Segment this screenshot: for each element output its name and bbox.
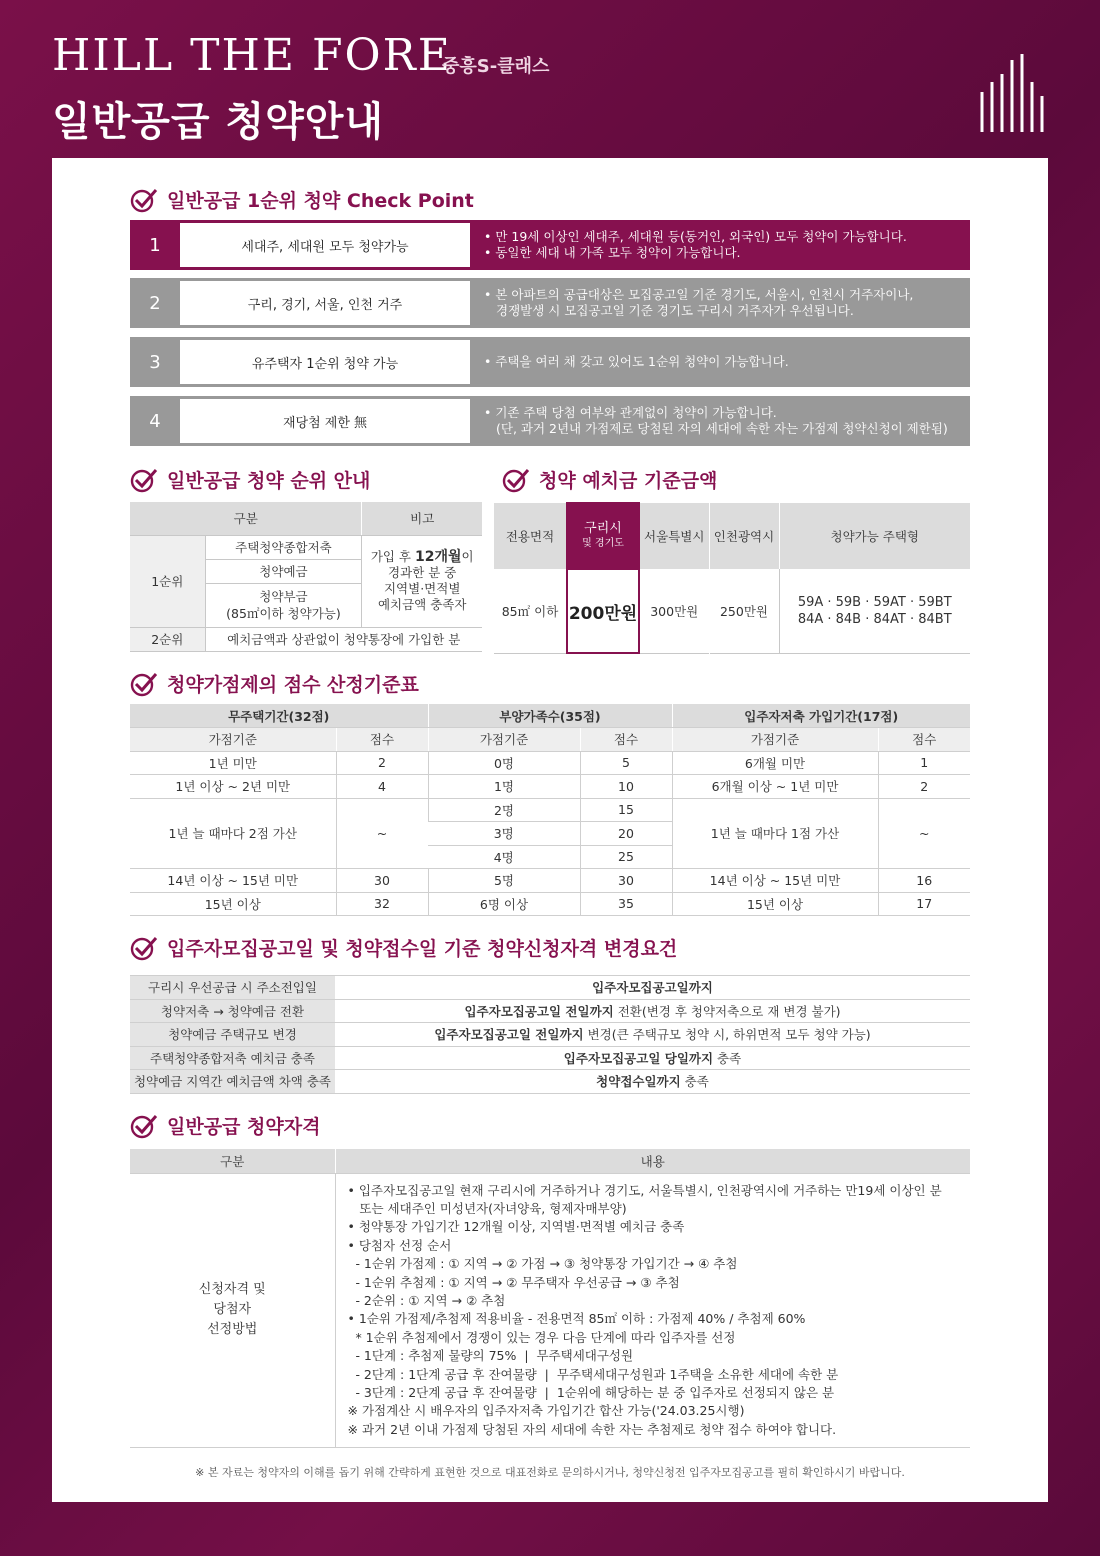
score-table	[130, 704, 970, 916]
qual-header-category: 구분	[130, 1149, 335, 1173]
qual-line: - 1순위 추첨제 : ① 지역 → ② 무주택자 우선공급 → ③ 추첨	[347, 1274, 680, 1290]
rank-note	[362, 535, 482, 627]
qual-content	[335, 1173, 970, 1448]
deposit-header-seoul: 서울특별시	[639, 503, 709, 569]
checkpoint-row	[130, 278, 970, 328]
checkpoint-number: 1	[149, 234, 161, 256]
checkpoint-label: 구리, 경기, 서울, 인천 거주	[180, 281, 470, 325]
qual-line: • 입주자모집공고일 현재 구리시에 거주하거나 경기도, 서울특별시, 인천광역시에 거주하는 만19세 이상인 분	[347, 1182, 942, 1198]
section-title-text: 입주자모집공고일 및 청약접수일 기준 청약신청자격 변경요건	[167, 938, 678, 960]
building-logo-icon	[978, 52, 1050, 132]
rank-note-line: 가입 후 12개월이	[370, 549, 474, 565]
content-panel	[52, 158, 1048, 1502]
rank-note-line: 지역별·면적별	[383, 581, 461, 596]
deposit-header-types: 청약가능 주택형	[779, 503, 970, 569]
checkpoint-label: 재당첨 제한 無	[180, 399, 470, 443]
qual-category: 신청자격 및 당첨자 선정방법	[130, 1173, 335, 1448]
section-title-deposit	[502, 466, 717, 493]
check-circle-icon	[130, 187, 158, 213]
checkpoint-desc	[470, 278, 970, 328]
section-title-checkpoint	[130, 186, 474, 213]
change-row: 주택청약종합저축 예치금 충족 입주자모집공고일 당일까지 충족	[130, 1046, 970, 1070]
score-row: 4명 25	[130, 845, 970, 869]
score-header-family: 부양가족수(35점)	[428, 704, 672, 728]
qual-line: - 2단계 : 1단계 공급 후 잔여물량 | 무주택세대구성원과 1주택을 소유한 세대에 속한 분	[347, 1366, 839, 1382]
section-title-text: 일반공급 청약자격	[167, 1116, 321, 1138]
checkpoint-label: 세대주, 세대원 모두 청약가능	[180, 223, 470, 267]
rank-first: 1순위	[130, 535, 205, 627]
section-title-text: 일반공급 1순위 청약 Check Point	[167, 190, 474, 212]
score-row: 1년 이상 ~ 2년 미만 4 1명 10 6개월 이상 ~ 1년 미만 2	[130, 775, 970, 799]
check-circle-icon	[130, 935, 158, 961]
qual-line: - 1단계 : 추첨제 물량의 75% | 무주택세대구성원	[347, 1348, 634, 1364]
score-row: 1년 늘 때마다 2점 가산 ~ 2명 15 1년 늘 때마다 1점 가산 ~	[130, 798, 970, 822]
rank-second: 2순위	[130, 627, 205, 651]
rank-second-desc: 예치금액과 상관없이 청약통장에 가입한 분	[205, 627, 482, 651]
qualification-table	[130, 1149, 970, 1448]
checkpoint-desc	[470, 337, 970, 387]
rank-note-line: 예치금액 충족자	[377, 597, 467, 612]
change-row: 청약저축 → 청약예금 전환 입주자모집공고일 전일까지 전환(변경 후 청약저축으로 재 변경 불가)	[130, 999, 970, 1023]
change-row: 청약예금 주택규모 변경 입주자모집공고일 전일까지 변경(큰 주택규모 청약 시, 하위면적 모두 청약 가능)	[130, 1023, 970, 1047]
brand-title: HILL THE FORE	[52, 30, 452, 81]
deposit-header-area: 전용면적	[494, 503, 567, 569]
check-circle-icon	[502, 467, 530, 493]
checkpoint-number: 3	[149, 351, 161, 373]
section-title-qualification	[130, 1112, 320, 1139]
rank-table	[130, 502, 482, 652]
qual-line: • 1순위 가점제/추첨제 적용비율 - 전용면적 85㎡ 이하 : 가점제 40% / 추첨제 60%	[347, 1311, 806, 1327]
score-header-nohouse: 무주택기간(32점)	[130, 704, 428, 728]
rank-item: 청약부금 (85㎡이하 청약가능)	[205, 583, 362, 627]
deposit-header-guri: 구리시 및 경기도	[567, 503, 639, 569]
qual-line: ※ 가점계산 시 배우자의 입주자저축 가입기간 합산 가능('24.03.25시행)	[347, 1403, 745, 1419]
checkpoint-row	[130, 337, 970, 387]
section-title-text: 청약 예치금 기준금액	[539, 470, 718, 492]
qual-line: ※ 과거 2년 이내 가점제 당첨된 자의 세대에 속한 자는 추첨제로 청약 접수 하여야 합니다.	[347, 1421, 837, 1437]
score-col-points: 점수	[878, 728, 970, 752]
qual-line: - 3단계 : 2단계 공급 후 잔여물량 | 1순위에 해당하는 분 중 입주자로 선정되지 않은 분	[347, 1384, 835, 1400]
section-title-text: 청약가점제의 점수 산정기준표	[167, 674, 419, 696]
section-title-score	[130, 670, 419, 697]
qual-line: * 1순위 추첨제에서 경쟁이 있는 경우 다음 단계에 따라 입주자를 선정	[347, 1329, 736, 1345]
checkpoint-number: 4	[149, 410, 161, 432]
rank-item: 주택청약종합저축	[205, 535, 362, 559]
score-row: 14년 이상 ~ 15년 미만 30 5명 30 14년 이상 ~ 15년 미만 16	[130, 869, 970, 893]
score-col-points: 점수	[336, 728, 428, 752]
qual-line: - 1순위 가점제 : ① 지역 → ② 가점 → ③ 청약통장 가입기간 → ④ 추첨	[347, 1256, 738, 1272]
rank-header-note: 비고	[362, 502, 482, 535]
checkpoint-number: 2	[149, 292, 161, 314]
section-title-rank	[130, 466, 370, 493]
checkpoint-desc-line: • 본 아파트의 공급대상은 모집공고일 기준 경기도, 서울시, 인천시 거주자이나,	[484, 287, 914, 302]
deposit-incheon-value: 250만원	[709, 569, 779, 653]
checkpoint-desc-line: • 기존 주택 당첨 여부와 관계없이 청약이 가능합니다.	[484, 405, 777, 420]
checkpoint-desc-line: 경쟁발생 시 모집공고일 기준 경기도 구리시 거주자가 우선됩니다.	[496, 303, 854, 318]
rank-header-category: 구분	[130, 502, 362, 535]
checkpoint-desc	[470, 220, 970, 270]
score-row: 1년 미만 2 0명 5 6개월 미만 1	[130, 751, 970, 775]
checkpoint-desc-line: • 만 19세 이상인 세대주, 세대원 등(동거인, 외국인) 모두 청약이 가능합니다.	[484, 229, 907, 244]
check-circle-icon	[130, 467, 158, 493]
checkpoint-desc-line: • 동일한 세대 내 가족 모두 청약이 가능합니다.	[484, 245, 741, 260]
score-col-criteria: 가점기준	[130, 728, 336, 752]
score-row: 3명 20	[130, 822, 970, 846]
footer-note: ※ 본 자료는 청약자의 이해를 돕기 위해 간략하게 표현한 것으로 대표전화로 문의하시거나, 청약신청전 입주자모집공고를 필히 확인하시기 바랍니다.	[195, 1466, 905, 1479]
deposit-area: 85㎡ 이하	[501, 603, 559, 619]
qual-line: 또는 세대주인 미성년자(자녀양육, 형제자매부양)	[347, 1200, 627, 1216]
deposit-seoul-value: 300만원	[639, 569, 709, 653]
rank-note-line: 경과한 분 중	[388, 565, 457, 580]
score-col-criteria: 가점기준	[428, 728, 580, 752]
page-title: 일반공급 청약안내	[52, 99, 385, 145]
score-col-criteria: 가점기준	[672, 728, 878, 752]
sub-brand: 중흥S-클래스	[442, 56, 550, 77]
checkpoint-row	[130, 220, 970, 270]
checkpoint-desc-line: (단, 과거 2년내 가점제로 당첨된 자의 세대에 속한 자는 가점제 청약신청이 제한됨)	[496, 421, 948, 436]
qual-line: - 2순위 : ① 지역 → ② 추첨	[347, 1292, 506, 1308]
score-row: 15년 이상 32 6명 이상 35 15년 이상 17	[130, 892, 970, 916]
change-table	[130, 975, 970, 1094]
qual-line: • 당첨자 선정 순서	[347, 1237, 452, 1253]
section-title-text: 일반공급 청약 순위 안내	[167, 470, 371, 492]
deposit-header-incheon: 인천광역시	[709, 503, 779, 569]
checkpoint-desc	[470, 396, 970, 446]
checkpoint-desc-line: • 주택을 여러 채 갖고 있어도 1순위 청약이 가능합니다.	[484, 354, 789, 369]
deposit-types: 59A · 59B · 59AT · 59BT 84A · 84B · 84AT · 84BT	[779, 569, 970, 653]
deposit-guri-value: 200만원	[567, 569, 639, 653]
change-row: 구리시 우선공급 시 주소전입일 입주자모집공고일까지	[130, 976, 970, 1000]
checkpoint-label: 유주택자 1순위 청약 가능	[180, 340, 470, 384]
check-circle-icon	[130, 1113, 158, 1139]
score-col-points: 점수	[580, 728, 672, 752]
check-circle-icon	[130, 671, 158, 697]
qual-line: • 청약통장 가입기간 12개월 이상, 지역별·면적별 예치금 충족	[347, 1219, 685, 1235]
rank-item: 청약예금	[205, 559, 362, 583]
section-title-change	[130, 934, 677, 961]
change-row: 청약예금 지역간 예치금액 차액 충족 청약접수일까지 충족	[130, 1070, 970, 1094]
deposit-table	[494, 502, 970, 654]
score-header-savings: 입주자저축 가입기간(17점)	[672, 704, 970, 728]
checkpoint-row	[130, 396, 970, 446]
qual-header-content: 내용	[335, 1149, 970, 1173]
